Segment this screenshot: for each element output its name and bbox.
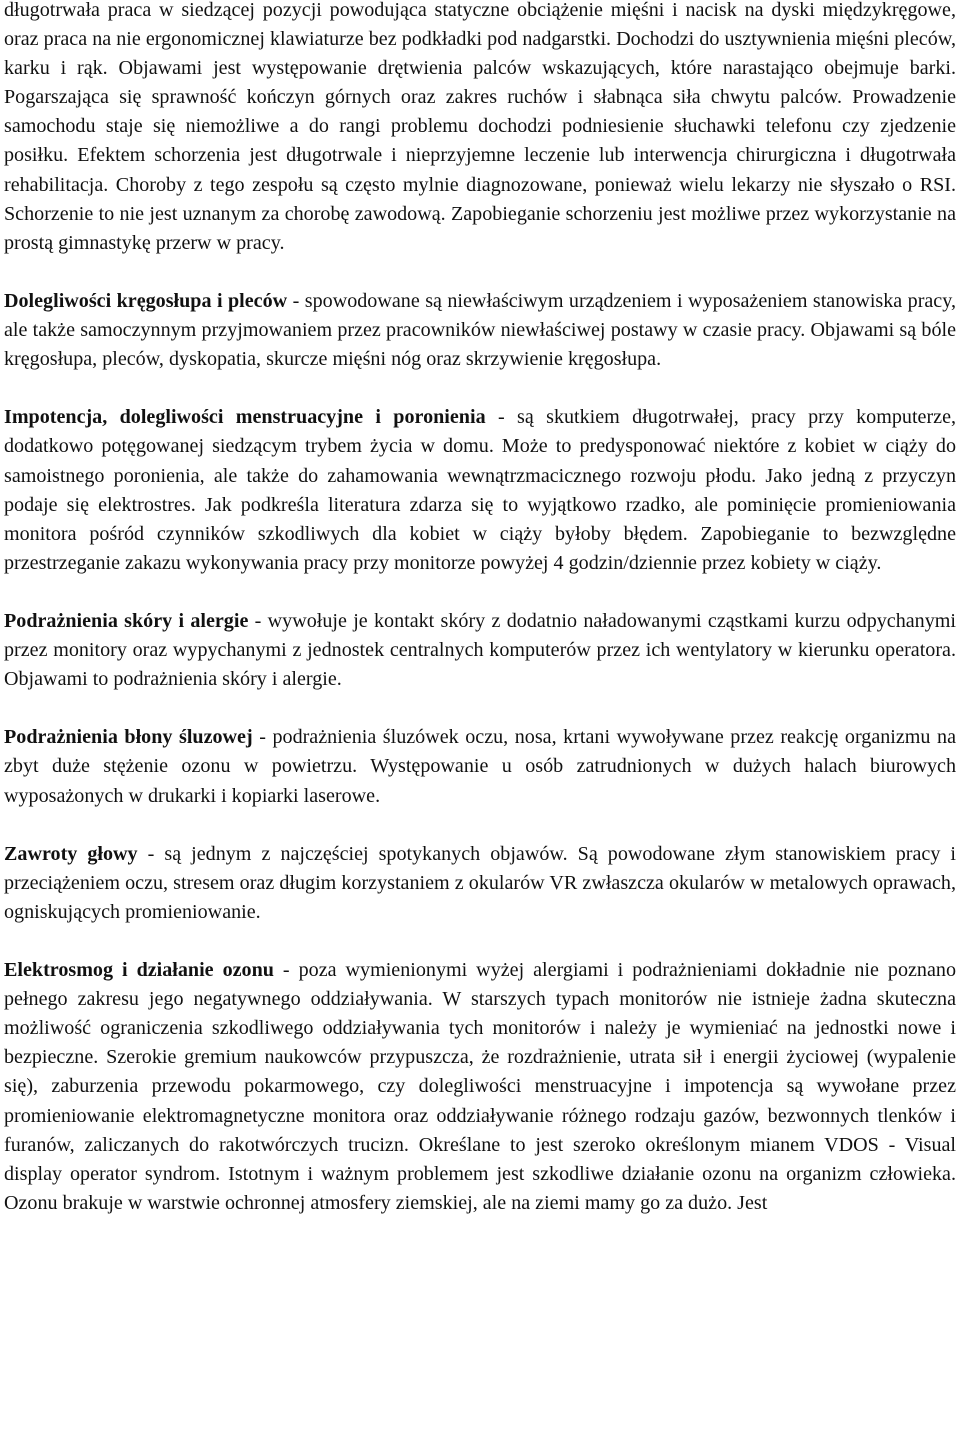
paragraph-text: - są skutkiem długotrwałej, pracy przy komputerze, dodatkowo potęgowanej siedzącym trybem życia w domu. Może to predysponować niektóre z kobiet w ciąży do samoistnego poronienia, ale także do zahamowania wewnątrzmacicznego rozwoju płodu. Jako jedną z przyczyn podaje się elektrostres. Jak podkreśla literatura zdarza się to wyjątkowo rzadko, ale pominięcie promieniowania monitora pośród czynników szkodliwych dla kobiet w ciąży byłoby błędem. Zapobieganie to bezwzględne przestrzeganie zakazu wykonywania pracy przy monitorze powyżej 4 godzin/dziennie przez kobiety w ciąży. (4, 406, 957, 574)
paragraph-mucosa (4, 723, 956, 810)
paragraph-text: - spowodowane są niewłaściwym urządzeniem i wyposażeniem stanowiska pracy, ale także samoczynnym przyjmowaniem przez pracowników niewłaściwej postawy w czasie pracy. Objawami są bóle kręgosłupa, pleców, dyskopatia, skurcze mięśni nóg oraz skrzywienie kręgosłupa. (4, 289, 956, 371)
paragraph-rsi (4, 0, 956, 258)
paragraph-impotence (4, 403, 956, 578)
paragraph-text: długotrwała praca w siedzącej pozycji powodująca statyczne obciążenie mięśni i nacisk na dyski międzykręgowe, oraz praca na nie ergonomicznej klawiaturze bez podkładki pod nadgarstki. Dochodzi do usztywnienia mięśni pleców, karku i rąk. Objawami jest występowanie drętwienia palców wskazujących, które narastająco obejmuje barki. Pogarszająca się sprawność kończyn górnych oraz zakres ruchów i słabnąca siła chwytu palców. Prowadzenie samochodu staje się niemożliwe a do rangi problemu dochodzi podniesienie słuchawki telefonu czy zjedzenie posiłku. Efektem schorzenia jest długotrwale i nieprzyjemne leczenie lub interwencja chirurgiczna i długotrwała rehabilitacja. Choroby z tego zespołu są często mylnie diagnozowane, ponieważ wielu lekarzy nie słyszało o RSI. Schorzenie to nie jest uznanym za chorobę zawodową. Zapobieganie schorzeniu jest możliwe przez wykorzystanie na prostą gimnastykę przerw w pracy. (4, 0, 956, 254)
paragraph-text: - wywołuje je kontakt skóry z dodatnio naładowanymi cząstkami kurzu odpychanymi przez monitory oraz wypychanymi z jednostek centralnych komputerów przez ich wentylatory w kierunku operatora. Objawami to podrażnienia skóry i alergie. (4, 609, 956, 691)
paragraph-heading: Impotencja, dolegliwości menstruacyjne i poronienia (4, 406, 486, 429)
paragraph-text: - podrażnienia śluzówek oczu, nosa, krtani wywoływane przez reakcję organizmu na zbyt duże stężenie ozonu w powietrzu. Występowanie u osób zatrudnionych w dużych halach biurowych wyposażonych w drukarki i kopiarki laserowe. (4, 726, 956, 807)
paragraph-text: - poza wymienionymi wyżej alergiami i podrażnieniami dokładnie nie poznano pełnego zakresu jego negatywnego oddziaływania. W starszych typach monitorów nie istnieje żadna skuteczna możliwość ograniczenia szkodliwego oddziaływania tych monitorów i należy je wymieniać na jednostki nowe i bezpieczne. Szerokie gremium naukowców przypuszcza, że rozdrażnienie, utrata sił i energii życiowej (wypalenie się), zaburzenia przewodu pokarmowego, czy dolegliwości menstruacyjne i impotencja są wywołane przez promieniowanie elektromagnetyczne monitora oraz oddziaływanie różnego rodzaju gazów, bezwonnych tlenków i furanów, zaliczanych do rakotwórczych trucizn. Określane to jest szeroko określonym mianem VDOS - Visual display operator syndrom. Istotnym i ważnym problemem jest szkodliwe działanie ozonu na organizm człowieka. Ozonu brakuje w warstwie ochronnej atmosfery ziemskiej, ale na ziemi mamy go za dużo. Jest (4, 959, 956, 1214)
paragraph-heading: Podrażnienia skóry i alergie (4, 609, 249, 632)
paragraph-dizziness (4, 840, 956, 927)
paragraph-heading: Dolegliwości kręgosłupa i pleców (4, 289, 288, 312)
paragraph-spine (4, 287, 956, 374)
paragraph-skin (4, 607, 956, 694)
paragraph-heading: Elektrosmog i działanie ozonu (4, 959, 274, 982)
paragraph-heading: Podrażnienia błony śluzowej (4, 726, 253, 749)
paragraph-heading: Zawroty głowy (4, 842, 138, 865)
paragraph-text: - są jednym z najczęściej spotykanych objawów. Są powodowane złym stanowiskiem pracy i przeciążeniem oczu, stresem oraz długim korzystaniem z okularów VR zwłaszcza okularów w metalowych oprawach, ogniskujących promieniowanie. (4, 842, 957, 923)
paragraph-electrosmog (4, 956, 956, 1218)
